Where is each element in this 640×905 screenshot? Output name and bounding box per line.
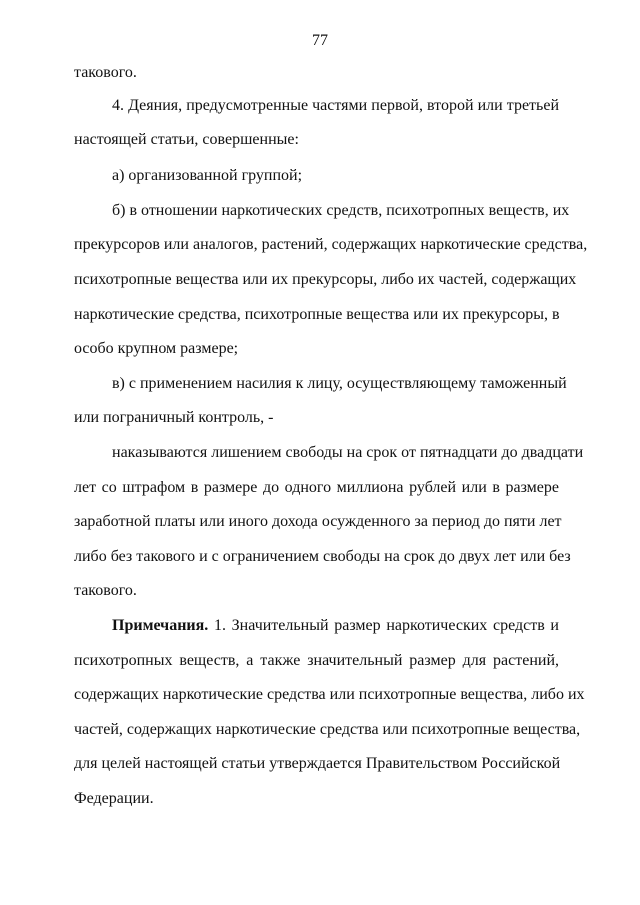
text-line: прекурсоров или аналогов, растений, содержащих наркотические средства, <box>74 236 588 253</box>
item-v: в) с применением насилия к лицу, осуществляющему таможенный <box>112 375 567 392</box>
text-line: наркотические средства, психотропные вещества или их прекурсоры, в <box>74 306 560 323</box>
text-line: заработной платы или иного дохода осужденного за период до пяти лет <box>74 513 562 530</box>
notes-text: 1. Значительный размер наркотических средств и <box>213 617 559 634</box>
text-line: лет со штрафом в размере до одного миллиона рублей или в размере <box>74 479 559 496</box>
text-line: для целей настоящей статьи утверждается Правительством Российской <box>74 755 561 772</box>
page-number: 77 <box>312 32 328 49</box>
penalty-paragraph: наказываются лишением свободы на срок от пятнадцати до двадцати <box>112 444 584 461</box>
text-line: такового. <box>74 64 137 81</box>
text-line: особо крупном размере; <box>74 340 239 357</box>
text-line: или пограничный контроль, - <box>74 409 274 426</box>
text-line: психотропных веществ, а также значительный размер для растений, <box>74 652 559 669</box>
paragraph-4-heading: 4. Деяния, предусмотренные частями первой, второй или третьей <box>112 97 559 114</box>
text-line: психотропные вещества или их прекурсоры, либо их частей, содержащих <box>74 271 577 288</box>
item-b: б) в отношении наркотических средств, психотропных веществ, их <box>112 202 570 219</box>
text-line: содержащих наркотические средства или психотропные вещества, либо их <box>74 686 585 703</box>
notes-heading: Примечания. <box>112 617 209 634</box>
text-line: такового. <box>74 582 137 599</box>
notes-paragraph <box>112 616 559 636</box>
text-line: либо без такового и с ограничением свободы на срок до двух лет или без <box>74 548 571 565</box>
text-line: частей, содержащих наркотические средства или психотропные вещества, <box>74 721 581 738</box>
text-line: настоящей статьи, совершенные: <box>74 131 299 148</box>
text-line: Федерации. <box>74 790 154 807</box>
item-a: а) организованной группой; <box>112 167 303 184</box>
